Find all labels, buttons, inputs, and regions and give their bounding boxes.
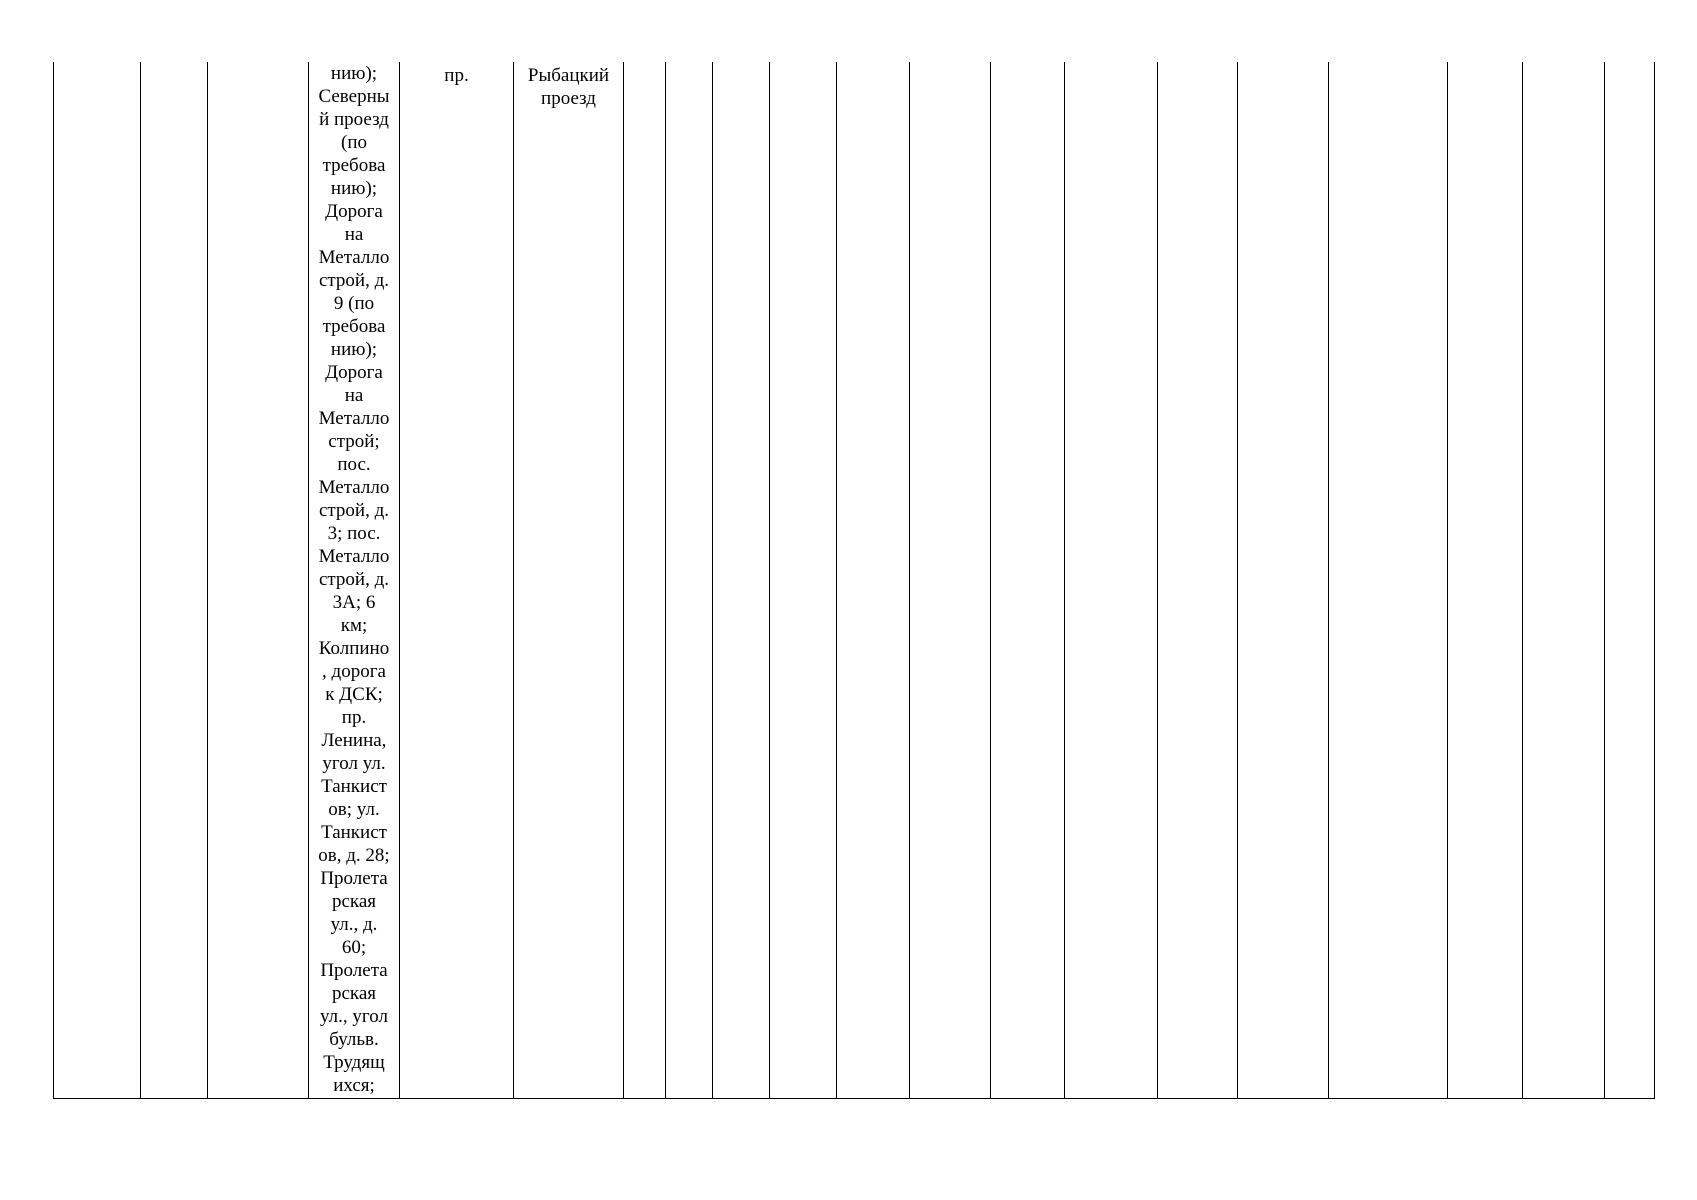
table-cell: [666, 62, 713, 1099]
stops-cell: [309, 62, 400, 1099]
table-cell: [624, 62, 666, 1099]
table-cell: [1065, 62, 1158, 1099]
table-cell: [1605, 62, 1655, 1099]
table-cell: [1238, 62, 1329, 1099]
table-cell: [1329, 62, 1448, 1099]
table-row: [54, 62, 1655, 1099]
street-name-text: Рыбацкий проезд: [527, 65, 610, 109]
table-cell: [713, 62, 770, 1099]
street-name-cell: [514, 62, 624, 1099]
table-cell: [208, 62, 309, 1099]
stops-text: нию); Северны й проезд (по требова нию); Дорога на Металло строй, д. 9 (по требова нию); Дорога на Металло строй; пос. Металло строй, д. 3; пос. Металло строй, д. 3А; 6 км; Колпино , дорога к ДСК; пр. Ленина, угол ул. Танкист ов; ул. Танкист ов, д. 28; Пролета рская ул., д. 60; Пролета рская ул., угол бульв. Трудящ ихся;: [318, 63, 390, 1096]
table-cell: [910, 62, 991, 1099]
table-cell: [1523, 62, 1605, 1099]
table-cell: [54, 62, 141, 1099]
table-cell: [770, 62, 837, 1099]
table-cell: [1448, 62, 1523, 1099]
table-cell: [991, 62, 1065, 1099]
route-table: [53, 62, 1655, 1099]
table-cell: [1158, 62, 1238, 1099]
street-type-text: пр.: [444, 65, 469, 86]
table-cell: [141, 62, 208, 1099]
street-type-cell: [400, 62, 514, 1099]
table-cell: [837, 62, 910, 1099]
